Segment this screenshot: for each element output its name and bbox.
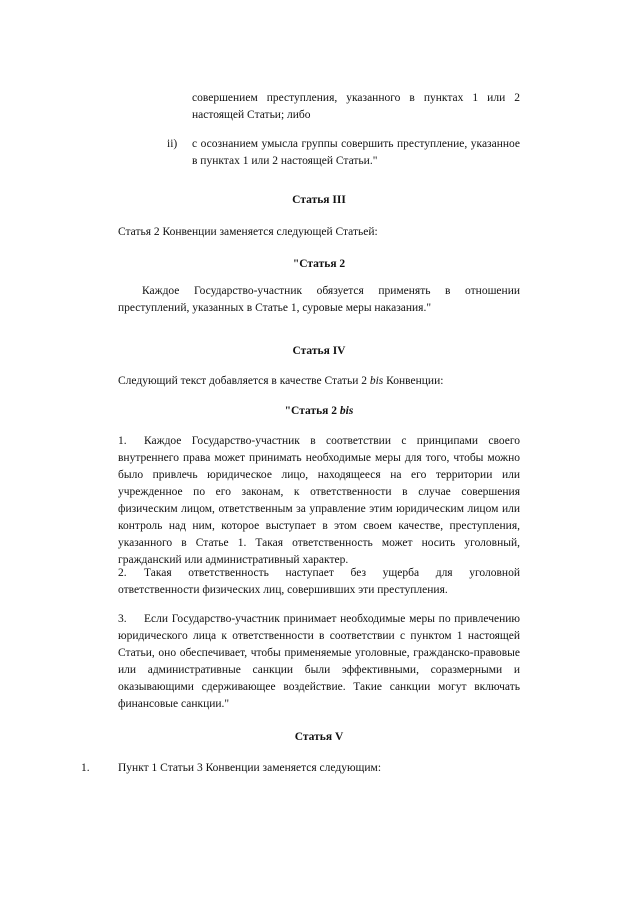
article-4-quoted-heading-italic: bis [339, 405, 354, 417]
paragraph-text: Каждое Государство-участник в соответствии с принципами своего внутреннего права может принимать необходимые меры для того, чтобы можно было привлечь юридическое лицо, находящееся на его территории или учрежденное по его законам, к ответственности в случае совершения физическим лицом, ответственным за управление этим юридическим лицом или контроль над ним, которое выступает в этом своем качестве, преступления, указанного в Статье 1. Такая ответственность может носить уголовный, гражданский или административный характер. [118, 435, 520, 566]
item-i-continuation: совершением преступления, указанного в пунктах 1 или 2 настоящей Статьи; либо [192, 92, 520, 121]
article-4-intro [118, 373, 520, 390]
article-3-body: Каждое Государство-участник обязуется применять в отношении преступлений, указанных в Статье 1, суровые меры наказания." [118, 285, 520, 314]
article-4-quoted-heading-prefix: "Статья 2 [284, 405, 340, 417]
article-3-heading: Статья III [292, 194, 346, 206]
paragraph-number: 3. [118, 613, 127, 625]
item-ii-text: с осознанием умысла группы совершить преступление, указанное в пунктах 1 или 2 настоящей Статьи." [192, 138, 520, 167]
article-4-intro-after: Конвенции: [383, 375, 444, 387]
paragraph-text: Если Государство-участник принимает необходимые меры по привлечению юридического лица к ответственности в соответствии с пунктом 1 настоящей Статьи, оно обеспечивает, чтобы применяемые уголовные, гражданско-правовые или административные санкции были эффективными, соразмерными и оказывающими сдерживающее воздействие. Такие санкции могут включать финансовые санкции." [118, 613, 520, 710]
article-3-quoted-heading: "Статья 2 [292, 258, 346, 270]
article-4-heading: Статья IV [292, 345, 346, 357]
article-4-paragraph-2 [118, 565, 520, 599]
article-5-item-text: Пункт 1 Статьи 3 Конвенции заменяется следующим: [118, 762, 382, 774]
paragraph-number: 1. [118, 435, 127, 447]
article-5-heading: Статья V [294, 731, 344, 743]
paragraph-number: 2. [118, 567, 127, 579]
article-5-item-number: 1. [81, 762, 90, 774]
item-ii-marker: ii) [167, 138, 178, 150]
article-3-intro: Статья 2 Конвенции заменяется следующей Статьей: [118, 226, 378, 238]
article-4-quoted-heading [118, 403, 520, 420]
article-4-paragraph-3 [118, 611, 520, 713]
article-4-intro-before: Следующий текст добавляется в качестве Статьи 2 [118, 375, 370, 387]
article-4-paragraph-1 [118, 433, 520, 569]
paragraph-text: Такая ответственность наступает без ущерба для уголовной ответственности физических лиц, совершивших эти преступления. [118, 567, 520, 596]
article-4-intro-italic: bis [369, 375, 384, 387]
